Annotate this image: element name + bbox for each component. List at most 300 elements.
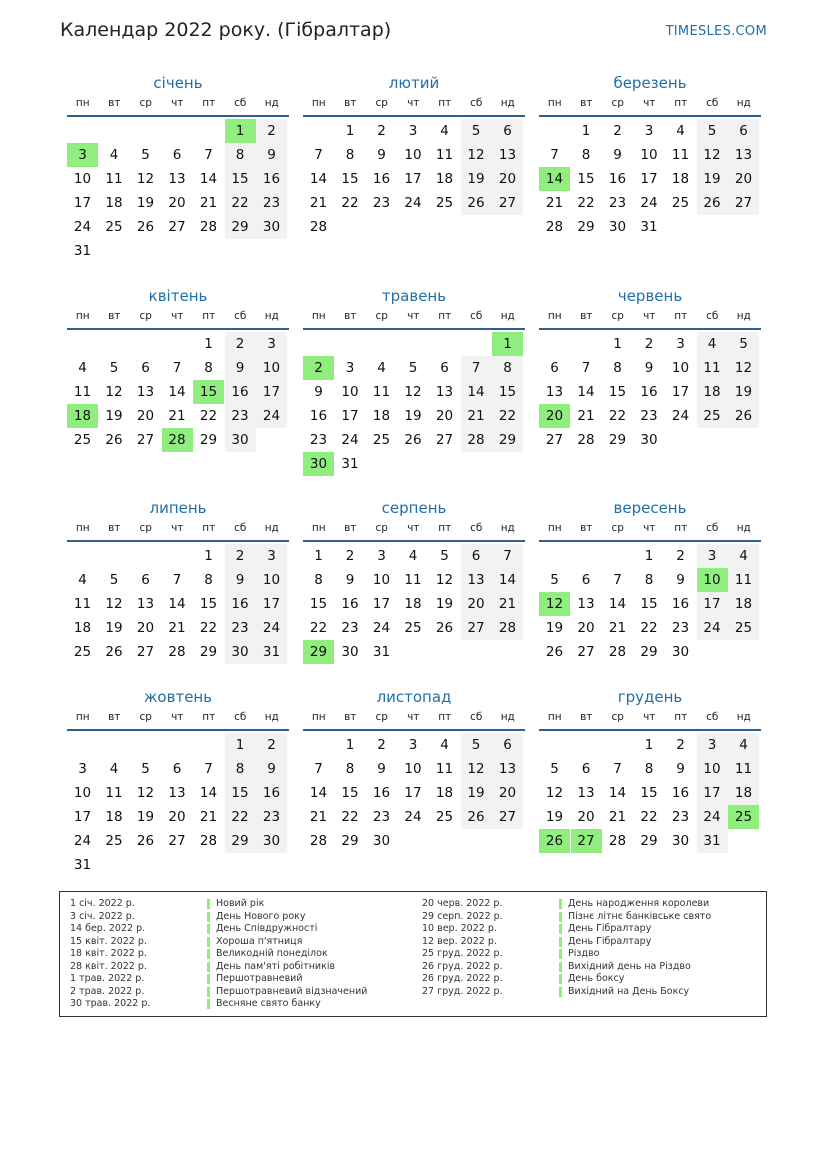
day-cell: 19 [697,167,728,191]
legend-holiday-name: Хороша п'ятниця [216,935,303,947]
day-cell: 19 [545,620,564,636]
day-cell: 18 [73,620,92,636]
month-name: серпень [381,499,447,517]
day-cell: 21 [199,809,218,825]
weekday-label: нд [736,97,751,109]
legend-marker [559,987,562,997]
weekday-label: нд [500,97,515,109]
weekday-label: пт [438,310,452,322]
day-cell: 3 [644,123,654,139]
weekday-label: чт [171,711,184,723]
day-cell: 11 [372,384,391,400]
day-cell: 10 [404,761,422,777]
day-cell: 4 [440,123,449,139]
day-cell: 20 [577,620,595,636]
weekday-label: пн [547,310,562,322]
weekday-label: пн [75,522,90,534]
day-cell: 8 [225,143,256,167]
day-cell: 8 [492,356,523,380]
day-cell: 26 [435,620,454,636]
day-cell: 26 [136,833,155,849]
day-cell: 19 [728,380,759,404]
header-rule [303,729,525,731]
day-cell: 13 [492,143,523,167]
legend-holiday-name: Першотравневий відзначений [216,985,368,997]
day-cell: 30 [225,640,256,664]
day-cell: 7 [581,360,591,376]
weekday-label: ср [611,310,624,322]
day-cell: 4 [109,761,119,777]
day-cell: 22 [341,195,359,211]
day-cell: 15 [225,781,256,805]
day-cell: 2 [377,123,386,139]
day-cell: 22 [341,809,359,825]
weekday-label: пт [674,310,688,322]
month-7 [67,498,289,688]
holiday-day-cell: 28 [162,428,193,452]
day-cell: 16 [640,384,658,400]
weekday-label: чт [643,711,656,723]
day-cell: 26 [697,191,728,215]
header-rule [539,729,761,731]
month-9 [539,498,761,688]
day-cell: 17 [404,785,422,801]
day-cell: 28 [608,644,627,660]
page-title: Календар 2022 року. (Гібралтар) [60,19,392,41]
day-cell: 26 [728,404,759,428]
month-name: лютий [388,74,440,92]
day-cell: 11 [435,761,454,777]
day-cell: 10 [372,572,391,588]
day-cell: 8 [644,572,654,588]
weekday-label: пн [547,522,562,534]
day-cell: 3 [256,544,287,568]
day-cell: 17 [73,809,92,825]
day-cell: 21 [168,620,186,636]
legend-holiday-name: Великодній понеділок [216,948,328,959]
day-cell: 24 [697,616,728,640]
legend-marker [207,987,210,997]
day-cell: 25 [105,833,123,849]
day-cell: 2 [256,733,287,757]
day-cell: 27 [728,191,759,215]
day-cell: 10 [73,785,92,801]
day-cell: 3 [408,123,418,139]
month-name: жовтень [143,688,213,706]
legend-row [422,923,762,936]
day-cell: 21 [608,620,627,636]
day-cell: 29 [577,219,595,235]
weekday-label: ср [375,522,388,534]
day-cell: 7 [550,147,559,163]
weekday-label: чт [643,97,656,109]
holiday-day-cell: 26 [539,829,570,853]
day-cell: 1 [644,548,654,564]
legend-holiday-name: Новий рік [216,898,265,909]
day-cell: 16 [256,167,287,191]
day-cell: 15 [640,785,658,801]
legend-date: 20 черв. 2022 р. [422,898,503,909]
legend-holiday-name: Весняне свято банку [216,998,321,1009]
day-cell: 12 [136,171,155,187]
day-cell: 21 [461,404,492,428]
day-cell: 5 [408,360,418,376]
day-cell: 29 [199,644,218,660]
day-cell: 25 [73,644,92,660]
day-cell: 12 [105,384,123,400]
day-cell: 5 [141,761,150,777]
holiday-day-cell: 2 [303,356,334,380]
legend-date: 14 бер. 2022 р. [70,923,146,934]
day-cell: 4 [408,548,418,564]
day-cell: 11 [73,384,92,400]
legend-date: 26 груд. 2022 р. [422,973,503,984]
holiday-day-cell: 29 [303,640,334,664]
day-cell: 24 [256,404,287,428]
weekday-label: ср [139,310,152,322]
legend-row [70,986,410,999]
day-cell: 31 [372,644,391,660]
day-cell: 22 [199,620,218,636]
legend-holiday-name: Пізнє літнє банківське свято [568,910,712,922]
day-cell: 2 [225,332,256,356]
day-cell: 10 [73,171,92,187]
weekday-label: нд [264,97,279,109]
weekday-label: нд [264,310,279,322]
day-cell: 15 [577,171,595,187]
day-cell: 21 [168,408,186,424]
day-cell: 7 [204,147,213,163]
legend-holiday-name: День Гібралтару [568,923,652,934]
day-cell: 4 [109,147,119,163]
day-cell: 21 [608,809,627,825]
day-cell: 18 [697,380,728,404]
day-cell: 9 [676,572,685,588]
day-cell: 14 [168,596,186,612]
day-cell: 24 [256,616,287,640]
day-cell: 25 [105,219,123,235]
day-cell: 26 [404,432,422,448]
day-cell: 3 [697,544,728,568]
weekday-label: ср [375,97,388,109]
day-cell: 4 [728,733,759,757]
day-cell: 3 [377,548,386,564]
weekday-label: ср [375,711,388,723]
day-cell: 25 [404,620,422,636]
day-cell: 5 [461,119,492,143]
day-cell: 9 [377,761,386,777]
weekday-label: чт [171,310,184,322]
day-cell: 6 [581,761,591,777]
day-cell: 18 [372,408,391,424]
legend-marker [559,912,562,922]
day-cell: 20 [461,592,492,616]
day-cell: 28 [309,833,328,849]
day-cell: 13 [435,384,454,400]
day-cell: 9 [225,356,256,380]
weekday-label: чт [407,522,420,534]
day-cell: 6 [141,360,150,376]
day-cell: 6 [550,360,559,376]
day-cell: 18 [404,596,422,612]
day-cell: 9 [256,143,287,167]
day-cell: 14 [608,785,627,801]
day-cell: 11 [728,757,759,781]
day-cell: 19 [136,195,155,211]
day-cell: 27 [461,616,492,640]
day-cell: 23 [341,620,359,636]
day-cell: 9 [314,384,323,400]
weekday-label: нд [500,310,515,322]
day-cell: 3 [408,737,418,753]
site-logo[interactable]: TIMESLES.COM [665,24,767,39]
day-cell: 5 [109,572,119,588]
day-cell: 8 [581,147,591,163]
weekday-label: вт [344,310,357,322]
day-cell: 9 [377,147,386,163]
day-cell: 29 [492,428,523,452]
day-cell: 28 [545,219,564,235]
day-cell: 23 [671,809,690,825]
day-cell: 5 [109,360,119,376]
day-cell: 30 [372,833,391,849]
legend-date: 10 вер. 2022 р. [422,923,497,934]
holiday-day-cell: 20 [539,404,570,428]
legend-holiday-name: День пам'яті робітників [216,960,336,972]
day-cell: 1 [204,548,213,564]
day-cell: 14 [199,785,218,801]
weekday-label: пт [202,522,216,534]
day-cell: 20 [168,809,186,825]
day-cell: 25 [73,432,92,448]
day-cell: 6 [461,544,492,568]
day-cell: 16 [256,781,287,805]
month-name: грудень [617,688,683,706]
day-cell: 15 [199,596,218,612]
weekday-label: сб [234,97,247,109]
header-rule [67,540,289,542]
holiday-legend [59,891,767,1017]
day-cell: 13 [461,568,492,592]
day-cell: 16 [309,408,328,424]
day-cell: 23 [225,404,256,428]
day-cell: 5 [141,147,150,163]
day-cell: 3 [697,733,728,757]
day-cell: 9 [225,568,256,592]
weekday-label: пт [674,711,688,723]
day-cell: 18 [105,195,123,211]
header-rule [303,540,525,542]
legend-row [422,911,762,924]
legend-marker [207,924,210,934]
day-cell: 19 [404,408,422,424]
legend-date: 29 серп. 2022 р. [422,910,503,922]
day-cell: 12 [136,785,155,801]
day-cell: 12 [105,596,123,612]
month-name: листопад [376,688,452,706]
day-cell: 20 [728,167,759,191]
weekday-label: сб [706,711,719,723]
day-cell: 15 [341,785,359,801]
weekday-label: пн [75,711,90,723]
day-cell: 10 [256,356,287,380]
day-cell: 1 [345,123,355,139]
legend-holiday-name: День боксу [568,973,625,984]
day-cell: 15 [608,384,627,400]
holiday-day-cell: 14 [539,167,570,191]
holiday-day-cell: 1 [492,332,523,356]
month-3 [539,73,761,263]
day-cell: 13 [136,384,155,400]
legend-marker [207,949,210,959]
day-cell: 29 [199,432,218,448]
legend-row [422,898,762,911]
weekday-label: вт [580,97,593,109]
day-cell: 4 [697,332,728,356]
legend-date: 1 січ. 2022 р. [70,898,135,909]
day-cell: 23 [372,809,391,825]
weekday-label: чт [171,97,184,109]
day-cell: 18 [671,171,690,187]
day-cell: 26 [136,219,155,235]
day-cell: 12 [697,143,728,167]
day-cell: 21 [309,809,328,825]
day-cell: 23 [256,191,287,215]
day-cell: 7 [613,572,622,588]
weekday-label: чт [407,97,420,109]
weekday-label: нд [500,522,515,534]
day-cell: 2 [644,336,654,352]
legend-row [70,973,410,986]
header-rule [539,115,761,117]
month-6 [539,286,761,476]
day-cell: 2 [676,737,685,753]
month-name: січень [153,74,203,92]
holiday-day-cell: 15 [193,380,224,404]
legend-row [422,948,762,961]
day-cell: 3 [345,360,355,376]
day-cell: 22 [225,191,256,215]
day-cell: 2 [377,737,386,753]
day-cell: 19 [461,781,492,805]
day-cell: 7 [172,360,182,376]
day-cell: 5 [728,332,759,356]
day-cell: 25 [671,195,690,211]
day-cell: 22 [640,620,658,636]
day-cell: 27 [492,191,523,215]
day-cell: 19 [136,809,155,825]
day-cell: 19 [461,167,492,191]
legend-date: 18 квіт. 2022 р. [70,948,147,959]
legend-date: 27 груд. 2022 р. [422,985,503,997]
legend-marker [559,899,562,909]
legend-row [422,936,762,949]
day-cell: 31 [697,829,728,853]
day-cell: 27 [545,432,564,448]
day-cell: 13 [168,785,186,801]
legend-row [70,923,410,936]
month-name: квітень [148,287,208,305]
day-cell: 28 [168,644,186,660]
day-cell: 24 [404,195,422,211]
day-cell: 29 [640,644,658,660]
day-cell: 16 [608,171,627,187]
legend-date: 12 вер. 2022 р. [422,935,497,947]
day-cell: 18 [728,781,759,805]
day-cell: 30 [256,829,287,853]
legend-holiday-name: Різдво [568,948,600,959]
day-cell: 5 [440,548,449,564]
day-cell: 8 [225,757,256,781]
legend-marker [207,974,210,984]
weekday-label: пн [311,97,326,109]
month-name: березень [613,74,687,92]
day-cell: 30 [341,644,359,660]
day-cell: 17 [697,592,728,616]
day-cell: 27 [168,833,186,849]
day-cell: 7 [314,761,323,777]
day-cell: 4 [440,737,449,753]
legend-date: 1 трав. 2022 р. [70,973,145,984]
day-cell: 15 [225,167,256,191]
day-cell: 24 [697,805,728,829]
day-cell: 10 [256,568,287,592]
day-cell: 5 [461,733,492,757]
day-cell: 14 [168,384,186,400]
weekday-label: вт [344,711,357,723]
weekday-label: сб [234,310,247,322]
day-cell: 29 [341,833,359,849]
weekday-label: вт [108,310,121,322]
weekday-label: пн [547,711,562,723]
day-cell: 2 [256,119,287,143]
day-cell: 10 [671,360,690,376]
day-cell: 7 [172,572,182,588]
legend-marker [207,912,210,922]
holiday-day-cell: 25 [728,805,759,829]
holiday-day-cell: 27 [571,829,602,853]
day-cell: 23 [309,432,328,448]
weekday-label: вт [580,522,593,534]
weekday-label: ср [139,522,152,534]
day-cell: 15 [341,171,359,187]
day-cell: 5 [697,119,728,143]
day-cell: 2 [676,548,685,564]
day-cell: 11 [671,147,690,163]
weekday-label: сб [706,522,719,534]
day-cell: 23 [671,620,690,636]
day-cell: 4 [78,360,87,376]
day-cell: 10 [697,757,728,781]
day-cell: 31 [73,857,92,873]
day-cell: 31 [640,219,658,235]
day-cell: 8 [613,360,622,376]
day-cell: 21 [199,195,218,211]
day-cell: 6 [172,147,182,163]
day-cell: 21 [545,195,564,211]
day-cell: 17 [697,781,728,805]
day-cell: 16 [372,785,391,801]
day-cell: 16 [341,596,359,612]
weekday-label: сб [234,522,247,534]
day-cell: 12 [545,785,564,801]
day-cell: 18 [105,809,123,825]
day-cell: 17 [640,171,658,187]
day-cell: 16 [225,592,256,616]
day-cell: 20 [136,620,155,636]
day-cell: 22 [492,404,523,428]
day-cell: 30 [640,432,658,448]
